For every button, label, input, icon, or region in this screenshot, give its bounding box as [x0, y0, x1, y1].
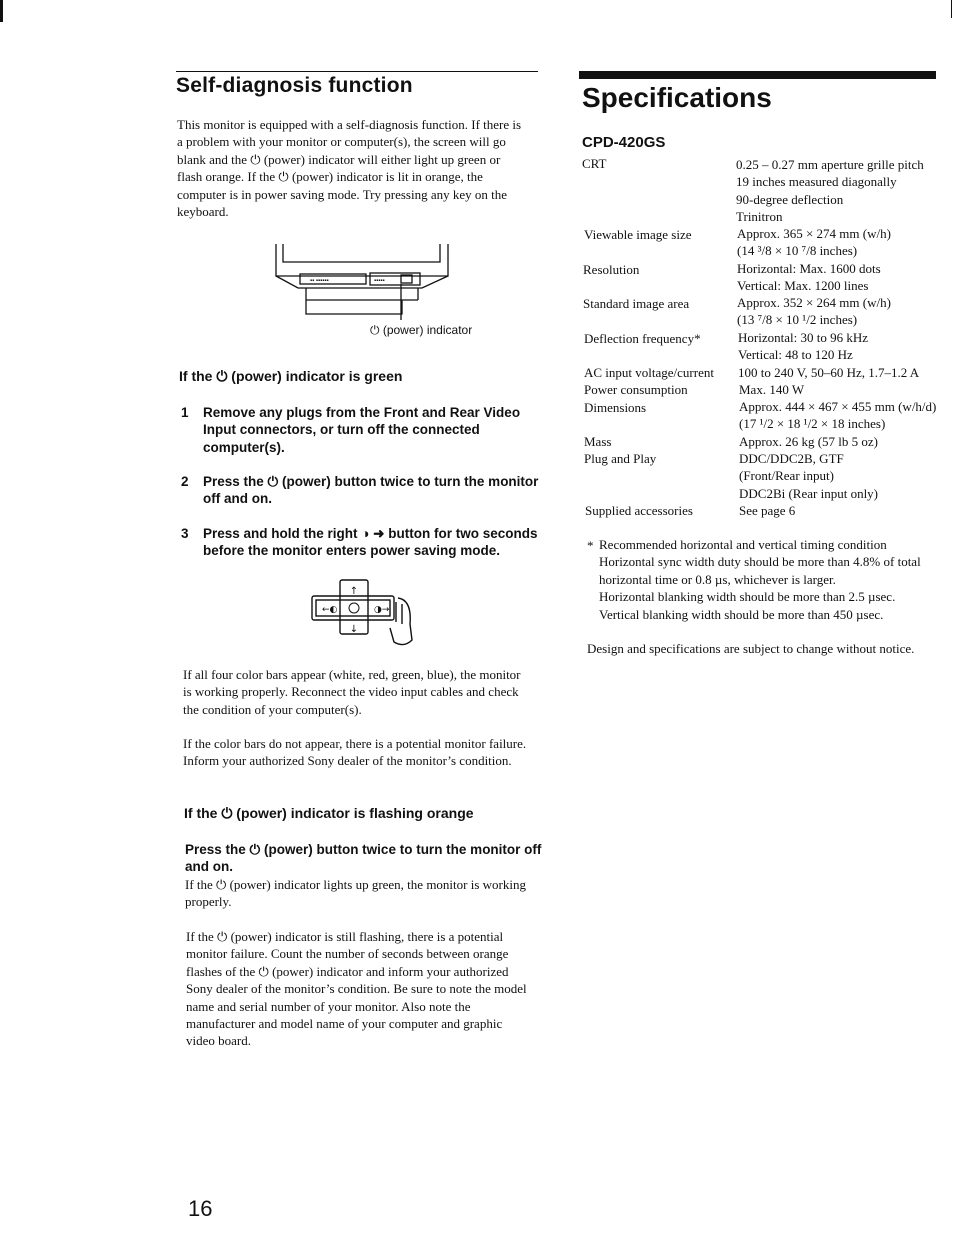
spec-value-line: (Front/Rear input) [739, 468, 834, 484]
spec-value-line: Trinitron [736, 209, 783, 225]
spec-value-line: Vertical: 48 to 120 Hz [738, 347, 853, 363]
footnote-line: Recommended horizontal and vertical timing condition [599, 537, 887, 552]
footnote-line: horizontal time or 0.8 µs, whichever is larger. [599, 571, 836, 587]
spec-label-mass: Mass [584, 434, 612, 449]
step-1 [181, 404, 546, 456]
paragraph-line: manufacturer and model name of your computer and graphic [186, 1016, 503, 1032]
model-name: CPD-420GS [582, 134, 666, 151]
spec-value-line: Approx. 352 × 264 mm (w/h) [737, 295, 891, 310]
svg-text:▪▪▪▪▪: ▪▪▪▪▪ [374, 278, 385, 284]
footnote-line: Horizontal blanking width should be more than 2.5 µsec. [599, 589, 896, 605]
control-button-illustration [308, 578, 420, 650]
spec-label: CRT [582, 156, 607, 171]
footnote-mark: * [587, 538, 594, 553]
section-title: Self-diagnosis function [176, 74, 413, 97]
spec-label-dimensions: Dimensions [584, 400, 647, 415]
paragraph-line: video board. [186, 1033, 251, 1049]
paragraph-line: flashes of the ⏻ (power) indicator and inform your authorized [186, 963, 509, 979]
paragraph-line: If the color bars do not appear, there is a potential monitor failure. [183, 736, 527, 751]
spec-value-line: 19 inches measured diagonally [736, 174, 897, 190]
spec-value-line: Vertical: Max. 1200 lines [737, 278, 869, 294]
spec-value-line: DDC2Bi (Rear input only) [739, 485, 879, 501]
spec-value-crt [736, 156, 954, 226]
step-text: Remove any plugs from the Front and Rear Video Input connectors, or turn off the connected computer(s). [203, 405, 521, 455]
power-indicator-label: ⏻ (power) indicator [370, 323, 473, 337]
spec-value-line: DDC/DDC2B, GTF [739, 451, 844, 466]
paragraph-line: Inform your authorized Sony dealer of the monitor’s condition. [183, 753, 512, 769]
svg-text:↓: ↓ [349, 624, 359, 635]
spec-value-line: 0.25 – 0.27 mm aperture grille pitch [736, 157, 924, 172]
spec-value-accessories: See page 6 [739, 503, 796, 518]
spec-value-ac-input: 100 to 240 V, 50–60 Hz, 1.7–1.2 A [738, 365, 920, 380]
step-text: Press and hold the right ◑ ➜ button for two seconds before the monitor enters power saving mode. [203, 526, 538, 559]
spec-label-power: Power consumption [584, 382, 688, 397]
intro-paragraph [177, 116, 545, 220]
spec-value-line: Approx. 365 × 274 mm (w/h) [737, 226, 891, 241]
paragraph-line: name and serial number of your monitor. Also note the [186, 998, 471, 1014]
paragraph-line: properly. [185, 894, 232, 910]
spec-label-plug-and-play: Plug and Play [584, 451, 657, 466]
intro-line: computer is in power saving mode. Try pressing any key on the [177, 186, 508, 202]
orange-heading: If the ⏻ (power) indicator is flashing orange [184, 805, 474, 821]
spec-value-line: Horizontal: 30 to 96 kHz [738, 330, 868, 345]
spec-value-resolution [737, 260, 881, 295]
spec-label-standard-area: Standard image area [583, 296, 690, 311]
spec-value-viewable [737, 225, 891, 260]
spec-label-viewable: Viewable image size [584, 227, 692, 242]
svg-text:◑→: ◑→ [374, 605, 390, 615]
paragraph-line: If the ⏻ (power) indicator is still flashing, there is a potential [186, 929, 504, 944]
right-title-bar [579, 71, 936, 79]
spec-value-line: 90-degree deflection [736, 191, 844, 207]
paragraph-line: If all four color bars appear (white, red, green, blue), the monitor [183, 667, 521, 682]
monitor-illustration [270, 240, 460, 320]
paragraph-line: Sony dealer of the monitor’s condition. Be sure to note the model [186, 981, 527, 997]
color-bars-ok-paragraph [183, 666, 548, 718]
svg-text:↑: ↑ [349, 586, 359, 597]
orange-flashing-paragraph [186, 928, 551, 1050]
spec-row-crt [582, 156, 952, 173]
spec-value-line: Horizontal: Max. 1600 dots [737, 261, 881, 276]
left-title-rule [176, 71, 538, 72]
spec-value-line: (14 ³/8 × 10 ⁷/8 inches) [737, 243, 858, 259]
intro-line: flash orange. If the ⏻ (power) indicator is lit in orange, the [177, 169, 483, 185]
intro-line: This monitor is equipped with a self-diagnosis function. If there is [177, 117, 522, 132]
specifications-title: Specifications [582, 82, 772, 113]
spec-value-dimensions [739, 398, 954, 433]
paragraph-line: monitor failure. Count the number of seconds between orange [186, 946, 509, 962]
spec-value-line: (13 ⁷/8 × 10 ¹/2 inches) [737, 312, 858, 328]
color-bars-fail-paragraph [183, 735, 548, 770]
spec-value-deflection [738, 329, 868, 364]
spec-label-resolution: Resolution [583, 262, 640, 277]
step-number: 2 [181, 474, 189, 489]
spec-label-ac-input: AC input voltage/current [584, 365, 714, 380]
instruction-line: and on. [185, 859, 233, 875]
instruction-line: Press the ⏻ (power) button twice to turn the monitor off [185, 842, 542, 857]
step-text: Press the ⏻ (power) button twice to turn the monitor off and on. [203, 474, 539, 507]
footnote [599, 536, 954, 623]
orange-green-paragraph [185, 876, 550, 911]
svg-text:▪▪ ▪▪▪▪▪▪: ▪▪ ▪▪▪▪▪▪ [310, 278, 329, 284]
paragraph-line: is working properly. Reconnect the video input cables and check [183, 684, 519, 700]
spec-label-deflection: Deflection frequency* [584, 331, 701, 346]
spec-value-line: Approx. 444 × 467 × 455 mm (w/h/d) [739, 399, 937, 414]
crop-mark-left [0, 0, 3, 22]
spec-label-accessories: Supplied accessories [585, 503, 693, 518]
svg-text:←◐: ←◐ [322, 605, 338, 615]
paragraph-line: If the ⏻ (power) indicator lights up green, the monitor is working [185, 877, 526, 892]
spec-value-mass: Approx. 26 kg (57 lb 5 oz) [739, 434, 879, 449]
step-2 [181, 473, 546, 508]
step-3 [181, 525, 546, 560]
spec-value-line: (17 ¹/2 × 18 ¹/2 × 18 inches) [739, 416, 886, 432]
footnote-line: Vertical blanking width should be more than 450 µsec. [599, 606, 884, 622]
page-number: 16 [188, 1196, 213, 1221]
spec-value-standard-area [737, 294, 891, 329]
green-heading: If the ⏻ (power) indicator is green [179, 368, 403, 384]
spec-value-power: Max. 140 W [739, 382, 805, 397]
spec-value-plug-and-play [739, 450, 878, 502]
intro-line: a problem with your monitor or computer(s), the screen will go [177, 134, 506, 150]
footnote-line: Horizontal sync width duty should be more than 4.8% of total [599, 554, 921, 570]
step-number: 1 [181, 405, 189, 420]
crop-mark-right [951, 0, 952, 18]
orange-instruction [185, 841, 550, 876]
intro-line: keyboard. [177, 204, 229, 220]
intro-line: blank and the ⏻ (power) indicator will either light up green or [177, 151, 501, 167]
design-notice: Design and specifications are subject to change without notice. [587, 641, 915, 656]
paragraph-line: the condition of your computer(s). [183, 701, 362, 717]
step-number: 3 [181, 526, 189, 541]
